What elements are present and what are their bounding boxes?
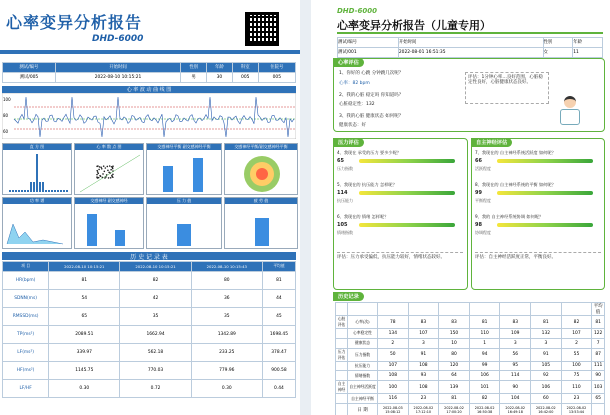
avg-header: 平均值 (593, 304, 603, 315)
history-col-header: 2022-08-10 10:15:43 (191, 262, 262, 272)
cell-value: 90 (500, 381, 531, 394)
cell-value: 108 (408, 361, 439, 371)
cell-value: 233.25 (191, 343, 262, 361)
analysis-panel (146, 197, 222, 249)
blank-cell (439, 303, 470, 316)
cell-avg: 378.47 (262, 343, 295, 361)
panel-graphic (147, 204, 223, 249)
analysis-panel (74, 197, 144, 249)
cell-value: 120 (439, 361, 470, 371)
row-name: 抗压能力 (348, 361, 378, 371)
blank-cell (469, 303, 500, 316)
cell-value: 35 (120, 307, 191, 325)
panel-title: 心 率 散 点 图 (75, 144, 143, 150)
q8-label: 平衡程度 (475, 198, 491, 203)
info-header: 年龄 (207, 63, 233, 73)
panel-title: 疲 劳 值 (225, 198, 297, 204)
panel-graphic (225, 150, 299, 195)
cell-value: 107 (408, 329, 439, 339)
cell-value: 91 (408, 348, 439, 361)
cell-value: 65 (592, 394, 605, 404)
row-name: 心率稳定性 (348, 329, 378, 339)
table-row (3, 289, 296, 307)
analysis-panel (224, 143, 298, 195)
cell-value: 50 (378, 348, 409, 361)
cell-value: 105 (531, 361, 562, 371)
table-row (336, 381, 605, 394)
group-label: 压力评估 (336, 348, 348, 361)
q7-text: 7、我现在的 自主神经系统活跃度 如何呢？ (475, 150, 556, 155)
cell-value: 122 (592, 329, 605, 339)
analysis-row-2 (2, 197, 296, 249)
cell-value: 779.96 (191, 361, 262, 379)
cell-value: 36 (191, 289, 262, 307)
blank-cell (378, 303, 409, 316)
cell-avg: 81 (262, 271, 295, 289)
row-name: TP(ms²) (3, 325, 49, 343)
cell-value: 3 (531, 338, 562, 348)
q6-gauge (359, 223, 455, 227)
info-value: 2022-08-10 10:15:21 (55, 72, 180, 82)
row-name: 自主神经活跃度 (348, 381, 378, 394)
section-history: 历史记录 (333, 292, 364, 301)
cell-value: 92 (531, 371, 562, 381)
date-cell: 2022-08-02 16:50:38 (469, 403, 500, 415)
row-name: 情绪指数 (348, 371, 378, 381)
group-label (336, 361, 348, 371)
cell-avg: 900.58 (262, 361, 295, 379)
panel-title: 直 方 图 (3, 144, 71, 150)
group-label (336, 329, 348, 339)
cell-value: 103 (592, 381, 605, 394)
q3-value: 健康状态：好 (339, 123, 366, 128)
cell-value: 65 (49, 307, 120, 325)
cell-avg: 1698.45 (262, 325, 295, 343)
date-cell: 2022-08-02 16:42:00 (531, 403, 562, 415)
cell-value: 81 (49, 271, 120, 289)
table-row (336, 338, 605, 348)
panel-graphic (75, 150, 145, 195)
cell-value: 2 (561, 338, 592, 348)
info-header: 科室 (232, 63, 258, 73)
table-row (3, 325, 296, 343)
history-col-header: 2022-08-10 10:15:21 (49, 262, 120, 272)
row-name: 健康状态 (348, 338, 378, 348)
row-name: HF(ms²) (3, 361, 49, 379)
model-label: DHD-6000 (337, 7, 377, 15)
cell-value: 60 (531, 394, 562, 404)
cell-value: 81 (469, 316, 500, 329)
blank-cell (408, 303, 439, 316)
table-row (3, 343, 296, 361)
info-header: 年龄 (573, 38, 603, 48)
cell-value: 82 (469, 394, 500, 404)
table-row (336, 329, 605, 339)
q9-value: 98 (475, 222, 482, 228)
cell-value: 82 (120, 271, 191, 289)
q5-text: 5、我现在的 抗压能力 怎样呢？ (337, 182, 397, 187)
patient-info-table (2, 62, 296, 83)
cell-value: 91 (531, 348, 562, 361)
q8-text: 8、我现在的 自主神经系统的平衡 如何呢？ (475, 182, 556, 187)
table-row (336, 316, 605, 329)
autonomic-eval-text: 评估：自主神经活跃度正常，平衡良好。 (475, 252, 601, 260)
blank-cell (500, 303, 531, 316)
cell-value: 0.30 (49, 379, 120, 397)
cell-value: 100 (561, 361, 592, 371)
q5-value: 114 (337, 190, 348, 196)
report-title: 心率变异分析报告 (6, 13, 143, 32)
section-autonomic-eval: 自主神经评估 (471, 138, 512, 147)
q3-text: 3、我的心脏 健康状态 如何呢？ (339, 114, 404, 119)
cell-value: 1662.94 (120, 325, 191, 343)
table-row (3, 361, 296, 379)
history-col-header: 2022-08-10 10:15:21 (120, 262, 191, 272)
cell-value: 10 (439, 338, 470, 348)
panel-graphic (225, 204, 299, 249)
panel-graphic (147, 150, 223, 195)
cell-value: 80 (439, 348, 470, 361)
q8-gauge (497, 191, 593, 195)
cell-value: 83 (408, 316, 439, 329)
cell-value: 562.18 (120, 343, 191, 361)
info-value: 005 (232, 72, 258, 82)
cell-value: 81 (531, 316, 562, 329)
cell-value: 134 (378, 329, 409, 339)
q9-label: 协调程度 (475, 230, 491, 235)
panel-graphic (75, 204, 145, 249)
cell-value: 99 (469, 361, 500, 371)
adult-report (0, 0, 300, 415)
title-rule (0, 50, 300, 54)
info-value: 测试/005 (3, 72, 56, 82)
cell-value: 1145.75 (49, 361, 120, 379)
title-rule (337, 32, 603, 34)
cell-value: 139 (439, 381, 470, 394)
cell-value: 1 (469, 338, 500, 348)
q1-text: 1、你好的 心跳 分钟跳几次呢？ (339, 71, 404, 76)
q4-value: 65 (337, 158, 344, 164)
cell-value: 42 (120, 289, 191, 307)
ecg-ytick: 100 (3, 97, 11, 102)
info-header: 性别 (181, 63, 207, 73)
row-name: 压力指数 (348, 348, 378, 361)
q4-text: 4、我现在 承受的压力 要多少呢？ (337, 150, 401, 155)
cell-value: 80 (191, 271, 262, 289)
info-header: 开始时间 (398, 38, 543, 48)
info-value: 男 (181, 72, 207, 82)
q1-value: 心率：82 bpm (339, 81, 370, 86)
cell-value: 116 (378, 394, 409, 404)
cell-value: 0.30 (191, 379, 262, 397)
corner-cell (348, 303, 378, 316)
cell-value: 56 (500, 348, 531, 361)
info-header: 测试/编号 (338, 38, 399, 48)
cell-value: 0.72 (120, 379, 191, 397)
panel-title: 交感神经 副交感神经 (75, 198, 143, 204)
table-row (336, 348, 605, 361)
cell-value: 110 (561, 381, 592, 394)
cell-value: 150 (439, 329, 470, 339)
cell-value: 81 (439, 394, 470, 404)
pressure-eval-text: 评估：压力承受偏低，抗压能力较好，情绪状态较好。 (337, 252, 463, 260)
cell-value: 83 (500, 316, 531, 329)
report-title: 心率变异分析报告（儿童专用） (337, 19, 491, 32)
hr-curve-chart (2, 93, 296, 139)
cell-value: 107 (378, 361, 409, 371)
cell-value: 82 (561, 316, 592, 329)
q9-text: 9、我的 自主神经系统协调 如何呢？ (475, 214, 544, 219)
cell-value: 83 (439, 316, 470, 329)
cell-value: 7 (592, 338, 605, 348)
blank-cell (592, 403, 605, 415)
qr-code-icon (245, 12, 279, 46)
cell-value: 1342.89 (191, 325, 262, 343)
table-row (336, 361, 605, 371)
date-cell: 2022-08-02 13:53:44 (561, 403, 592, 415)
row-name: LF(ms²) (3, 343, 49, 361)
cell-value: 81 (592, 316, 605, 329)
cell-value: 108 (378, 371, 409, 381)
date-cell: 2022-08-02 16:49:18 (500, 403, 531, 415)
ecg-ytick: 80 (3, 113, 9, 118)
section-pressure-eval: 压力评估 (333, 138, 364, 147)
blank-cell (336, 403, 348, 415)
cell-value: 108 (408, 381, 439, 394)
cell-value: 3 (408, 338, 439, 348)
table-row (3, 271, 296, 289)
cell-value: 106 (469, 371, 500, 381)
panel-title: 压 力 值 (147, 198, 221, 204)
panel-title: 交感神经平衡 副交感神经平衡 (147, 144, 221, 150)
cell-value: 87 (592, 348, 605, 361)
q4-gauge (359, 159, 455, 163)
cell-value: 2089.51 (49, 325, 120, 343)
panel-title: 交感神经平衡/副交感神经平衡 (225, 144, 297, 150)
group-label (336, 338, 348, 348)
q2-text: 2、我的心脏 稳定吗 你知道吗？ (339, 93, 404, 98)
info-header: 性别 (543, 38, 573, 48)
q6-value: 105 (337, 222, 348, 228)
info-header: 开始时间 (55, 63, 180, 73)
row-name: LF/HF (3, 379, 49, 397)
cell-value: 100 (378, 381, 409, 394)
child-report (311, 0, 610, 415)
cell-value: 54 (49, 289, 120, 307)
date-cell: 2022-08-02 17:00:20 (439, 403, 470, 415)
analysis-panel (146, 143, 222, 195)
section-heart-eval: 心率评估 (333, 58, 364, 67)
info-header: 测试/编号 (3, 63, 56, 73)
info-value: 11 (573, 47, 603, 57)
cell-avg: 45 (262, 307, 295, 325)
q7-value: 66 (475, 158, 482, 164)
cell-avg: 44 (262, 289, 295, 307)
row-name: HR(bpm) (3, 271, 49, 289)
row-name: 心率(次) (348, 316, 378, 329)
table-row (336, 394, 605, 404)
panel-graphic (3, 150, 73, 195)
group-label (336, 371, 348, 381)
date-cell: 2022-08-02 17:12:10 (408, 403, 439, 415)
doctor-illustration (559, 96, 581, 128)
cell-value: 2 (378, 338, 409, 348)
table-row (3, 379, 296, 397)
q6-text: 6、我现在的 情绪 怎样呢？ (337, 214, 389, 219)
cell-value: 23 (561, 394, 592, 404)
q6-label: 情绪指数 (337, 230, 353, 235)
child-history-table (335, 302, 605, 415)
heart-eval-text: 评估：1分钟心率…良好范围，心脏稳定性良好，心脏健康状态良好。 (465, 72, 549, 104)
hr-curve-header: 心 率 波 动 曲 线 图 (2, 86, 296, 93)
q5-label: 抗压能力 (337, 198, 353, 203)
history-header: 历 史 记 录 表 (2, 252, 296, 260)
table-row (3, 307, 296, 325)
cell-value: 75 (561, 371, 592, 381)
date-row (336, 403, 605, 415)
cell-value: 90 (592, 371, 605, 381)
analysis-panel (2, 197, 72, 249)
group-label: 心脏评估 (336, 316, 348, 329)
cell-value: 35 (191, 307, 262, 325)
cell-value: 104 (500, 394, 531, 404)
cell-value: 109 (500, 329, 531, 339)
cell-avg: 0.44 (262, 379, 295, 397)
q9-gauge (497, 223, 593, 227)
panel-title: 功 率 谱 (3, 198, 71, 204)
cell-value: 3 (500, 338, 531, 348)
info-header: 住院号 (258, 63, 295, 73)
blank-cell (561, 303, 592, 316)
cell-value: 107 (561, 329, 592, 339)
corner-cell (336, 303, 348, 316)
info-value: 30 (207, 72, 233, 82)
child-info-table (337, 37, 603, 58)
cell-value: 101 (469, 381, 500, 394)
group-label (336, 394, 348, 404)
cell-value: 93 (408, 371, 439, 381)
q7-gauge (497, 159, 593, 163)
q2-value: 心脏稳定性：132 (339, 102, 375, 107)
group-label: 自主神经 (336, 381, 348, 394)
cell-value: 770.03 (120, 361, 191, 379)
analysis-panel (224, 197, 298, 249)
cell-value: 94 (469, 348, 500, 361)
row-name: 自主神经平衡 (348, 394, 378, 404)
cell-value: 132 (531, 329, 562, 339)
row-name: SDNN(ms) (3, 289, 49, 307)
info-value: 女 (543, 47, 573, 57)
analysis-row-1 (2, 143, 296, 195)
model-label: DHD-6000 (92, 34, 144, 44)
history-table (2, 261, 296, 398)
q8-value: 99 (475, 190, 482, 196)
date-label: 日 期 (348, 403, 378, 415)
analysis-panel (2, 143, 72, 195)
history-col-header: 平均值 (262, 262, 295, 272)
ecg-ytick: 60 (3, 129, 9, 134)
row-name: RMSSD(ms) (3, 307, 49, 325)
cell-value: 55 (561, 348, 592, 361)
history-col-header: 项 目 (3, 262, 49, 272)
panel-graphic (3, 204, 73, 249)
q5-gauge (359, 191, 455, 195)
info-value: 测试/001 (338, 47, 399, 57)
info-value: 2022-08-01 16:51:35 (398, 47, 543, 57)
cell-value: 106 (531, 381, 562, 394)
cell-value: 111 (592, 361, 605, 371)
cell-value: 64 (439, 371, 470, 381)
cell-value: 339.97 (49, 343, 120, 361)
q4-label: 压力指数 (337, 166, 353, 171)
cell-value: 95 (500, 361, 531, 371)
cell-value: 78 (378, 316, 409, 329)
cell-value: 110 (469, 329, 500, 339)
blank-cell (531, 303, 562, 316)
table-row (336, 371, 605, 381)
cell-value: 114 (500, 371, 531, 381)
date-cell: 2022-08-03 15:08:12 (378, 403, 409, 415)
q7-label: 活跃程度 (475, 166, 491, 171)
info-value: 005 (258, 72, 295, 82)
analysis-panel (74, 143, 144, 195)
cell-value: 23 (408, 394, 439, 404)
